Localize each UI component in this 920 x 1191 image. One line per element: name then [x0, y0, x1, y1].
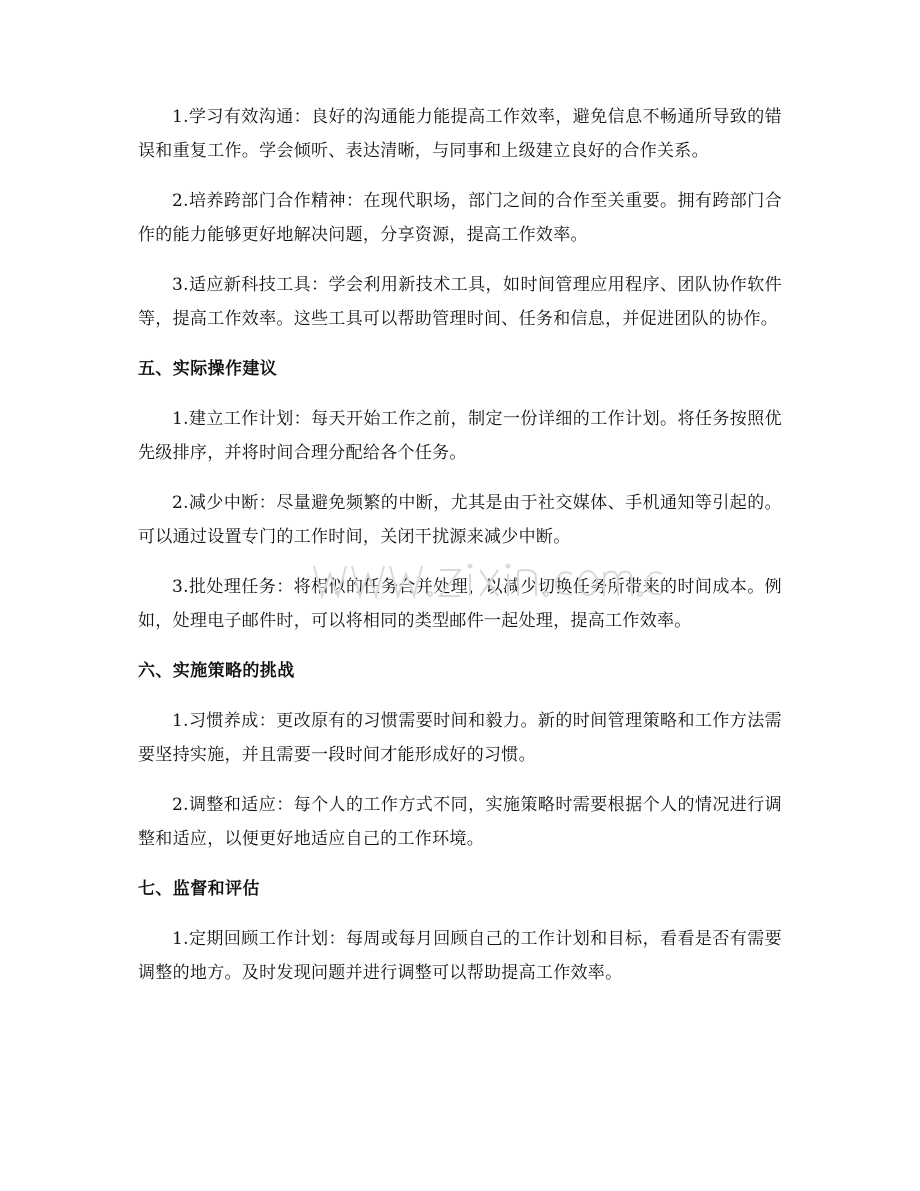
section-heading-practical-advice: 五、实际操作建议 [138, 359, 278, 379]
paragraph-habit-forming: 1.习惯养成：更改原有的习惯需要时间和毅力。新的时间管理策略和工作方法需要坚持实施，并且需要一段时间才能形成好的习惯。 [138, 711, 782, 765]
paragraph-review-plan: 1.定期回顾工作计划：每周或每月回顾自己的工作计划和目标，看看是否有需要调整的地方。及时发现问题并进行调整可以帮助提高工作效率。 [138, 929, 782, 983]
section-heading-monitoring: 七、监督和评估 [138, 879, 260, 899]
paragraph-cross-department: 2.培养跨部门合作精神：在现代职场，部门之间的合作至关重要。拥有跨部门合作的能力能够更好地解决问题，分享资源，提高工作效率。 [138, 191, 782, 245]
paragraph-communication: 1.学习有效沟通：良好的沟通能力能提高工作效率，避免信息不畅通所导致的错误和重复工作。学会倾听、表达清晰，与同事和上级建立良好的合作关系。 [138, 107, 782, 161]
paragraph-reduce-interruptions: 2.减少中断：尽量避免频繁的中断，尤其是由于社交媒体、手机通知等引起的。可以通过设置专门的工作时间，关闭干扰源来减少中断。 [138, 493, 782, 547]
paragraph-work-plan: 1.建立工作计划：每天开始工作之前，制定一份详细的工作计划。将任务按照优先级排序，并将时间合理分配给各个任务。 [138, 409, 782, 463]
paragraph-new-tools: 3.适应新科技工具：学会利用新技术工具，如时间管理应用程序、团队协作软件等，提高工作效率。这些工具可以帮助管理时间、任务和信息，并促进团队的协作。 [138, 275, 782, 329]
paragraph-batch-tasks: 3.批处理任务：将相似的任务合并处理，以减少切换任务所带来的时间成本。例如，处理电子邮件时，可以将相同的类型邮件一起处理，提高工作效率。 [138, 577, 782, 631]
paragraph-adjust-adapt: 2.调整和适应：每个人的工作方式不同，实施策略时需要根据个人的情况进行调整和适应，以便更好地适应自己的工作环境。 [138, 795, 782, 849]
section-heading-challenges: 六、实施策略的挑战 [138, 661, 295, 681]
